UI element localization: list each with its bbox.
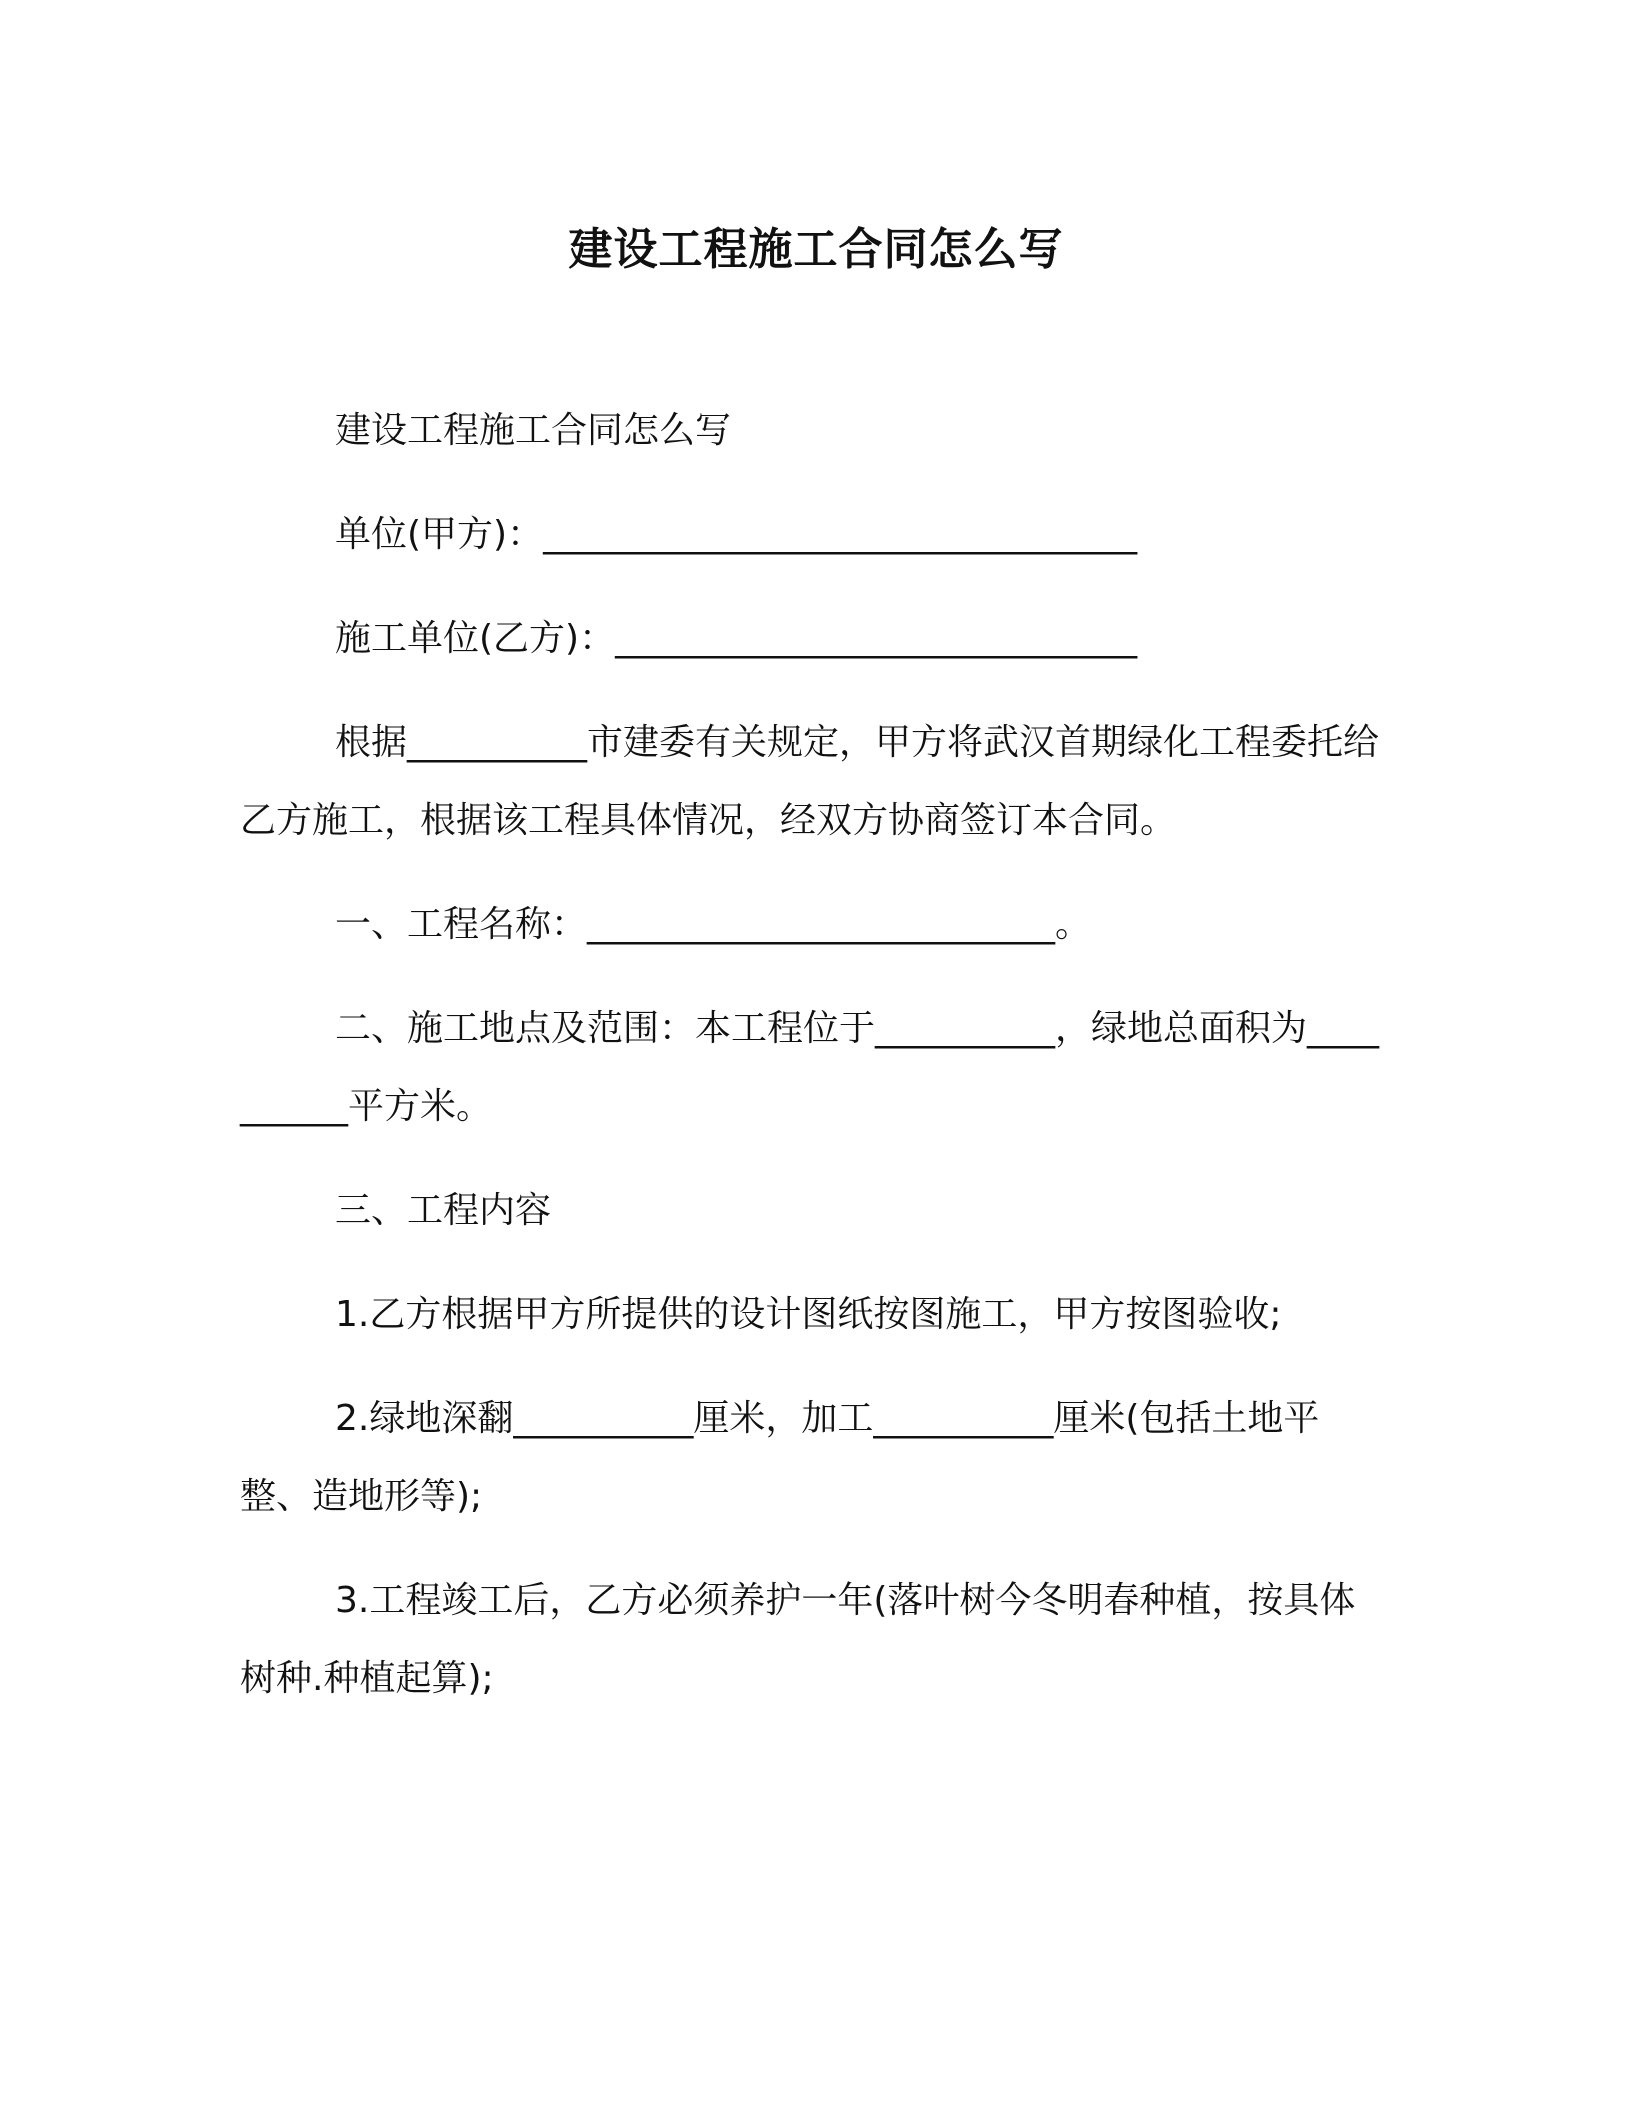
- paragraph-item-3: 3.工程竣工后，乙方必须养护一年(落叶树今冬明春种植，按具体树种.种植起算);: [240, 1580, 1356, 1699]
- paragraph-item-2: 2.绿地深翻__________厘米，加工__________厘米(包括土地平整、造地形等);: [240, 1398, 1320, 1517]
- document-body: [240, 392, 1390, 1744]
- paragraph-party-b: 施工单位(乙方)：_____________________________: [335, 618, 1138, 659]
- paragraph-content-heading: 三、工程内容: [335, 1190, 552, 1231]
- paragraph-party-a: 单位(甲方)：_________________________________: [335, 514, 1138, 555]
- paragraph-basis: 根据__________市建委有关规定，甲方将武汉首期绿化工程委托给乙方施工，根据该工程具体情况，经双方协商签订本合同。: [240, 722, 1380, 841]
- paragraph-location: 二、施工地点及范围：本工程位于__________，绿地总面积为__________平方米。: [240, 1008, 1380, 1127]
- document-title: 建设工程施工合同怎么写: [568, 224, 1064, 275]
- paragraph-item-1: 1.乙方根据甲方所提供的设计图纸按图施工，甲方按图验收;: [335, 1294, 1282, 1335]
- paragraph-project-name: 一、工程名称：__________________________。: [335, 904, 1092, 945]
- paragraph-heading: 建设工程施工合同怎么写: [335, 410, 732, 451]
